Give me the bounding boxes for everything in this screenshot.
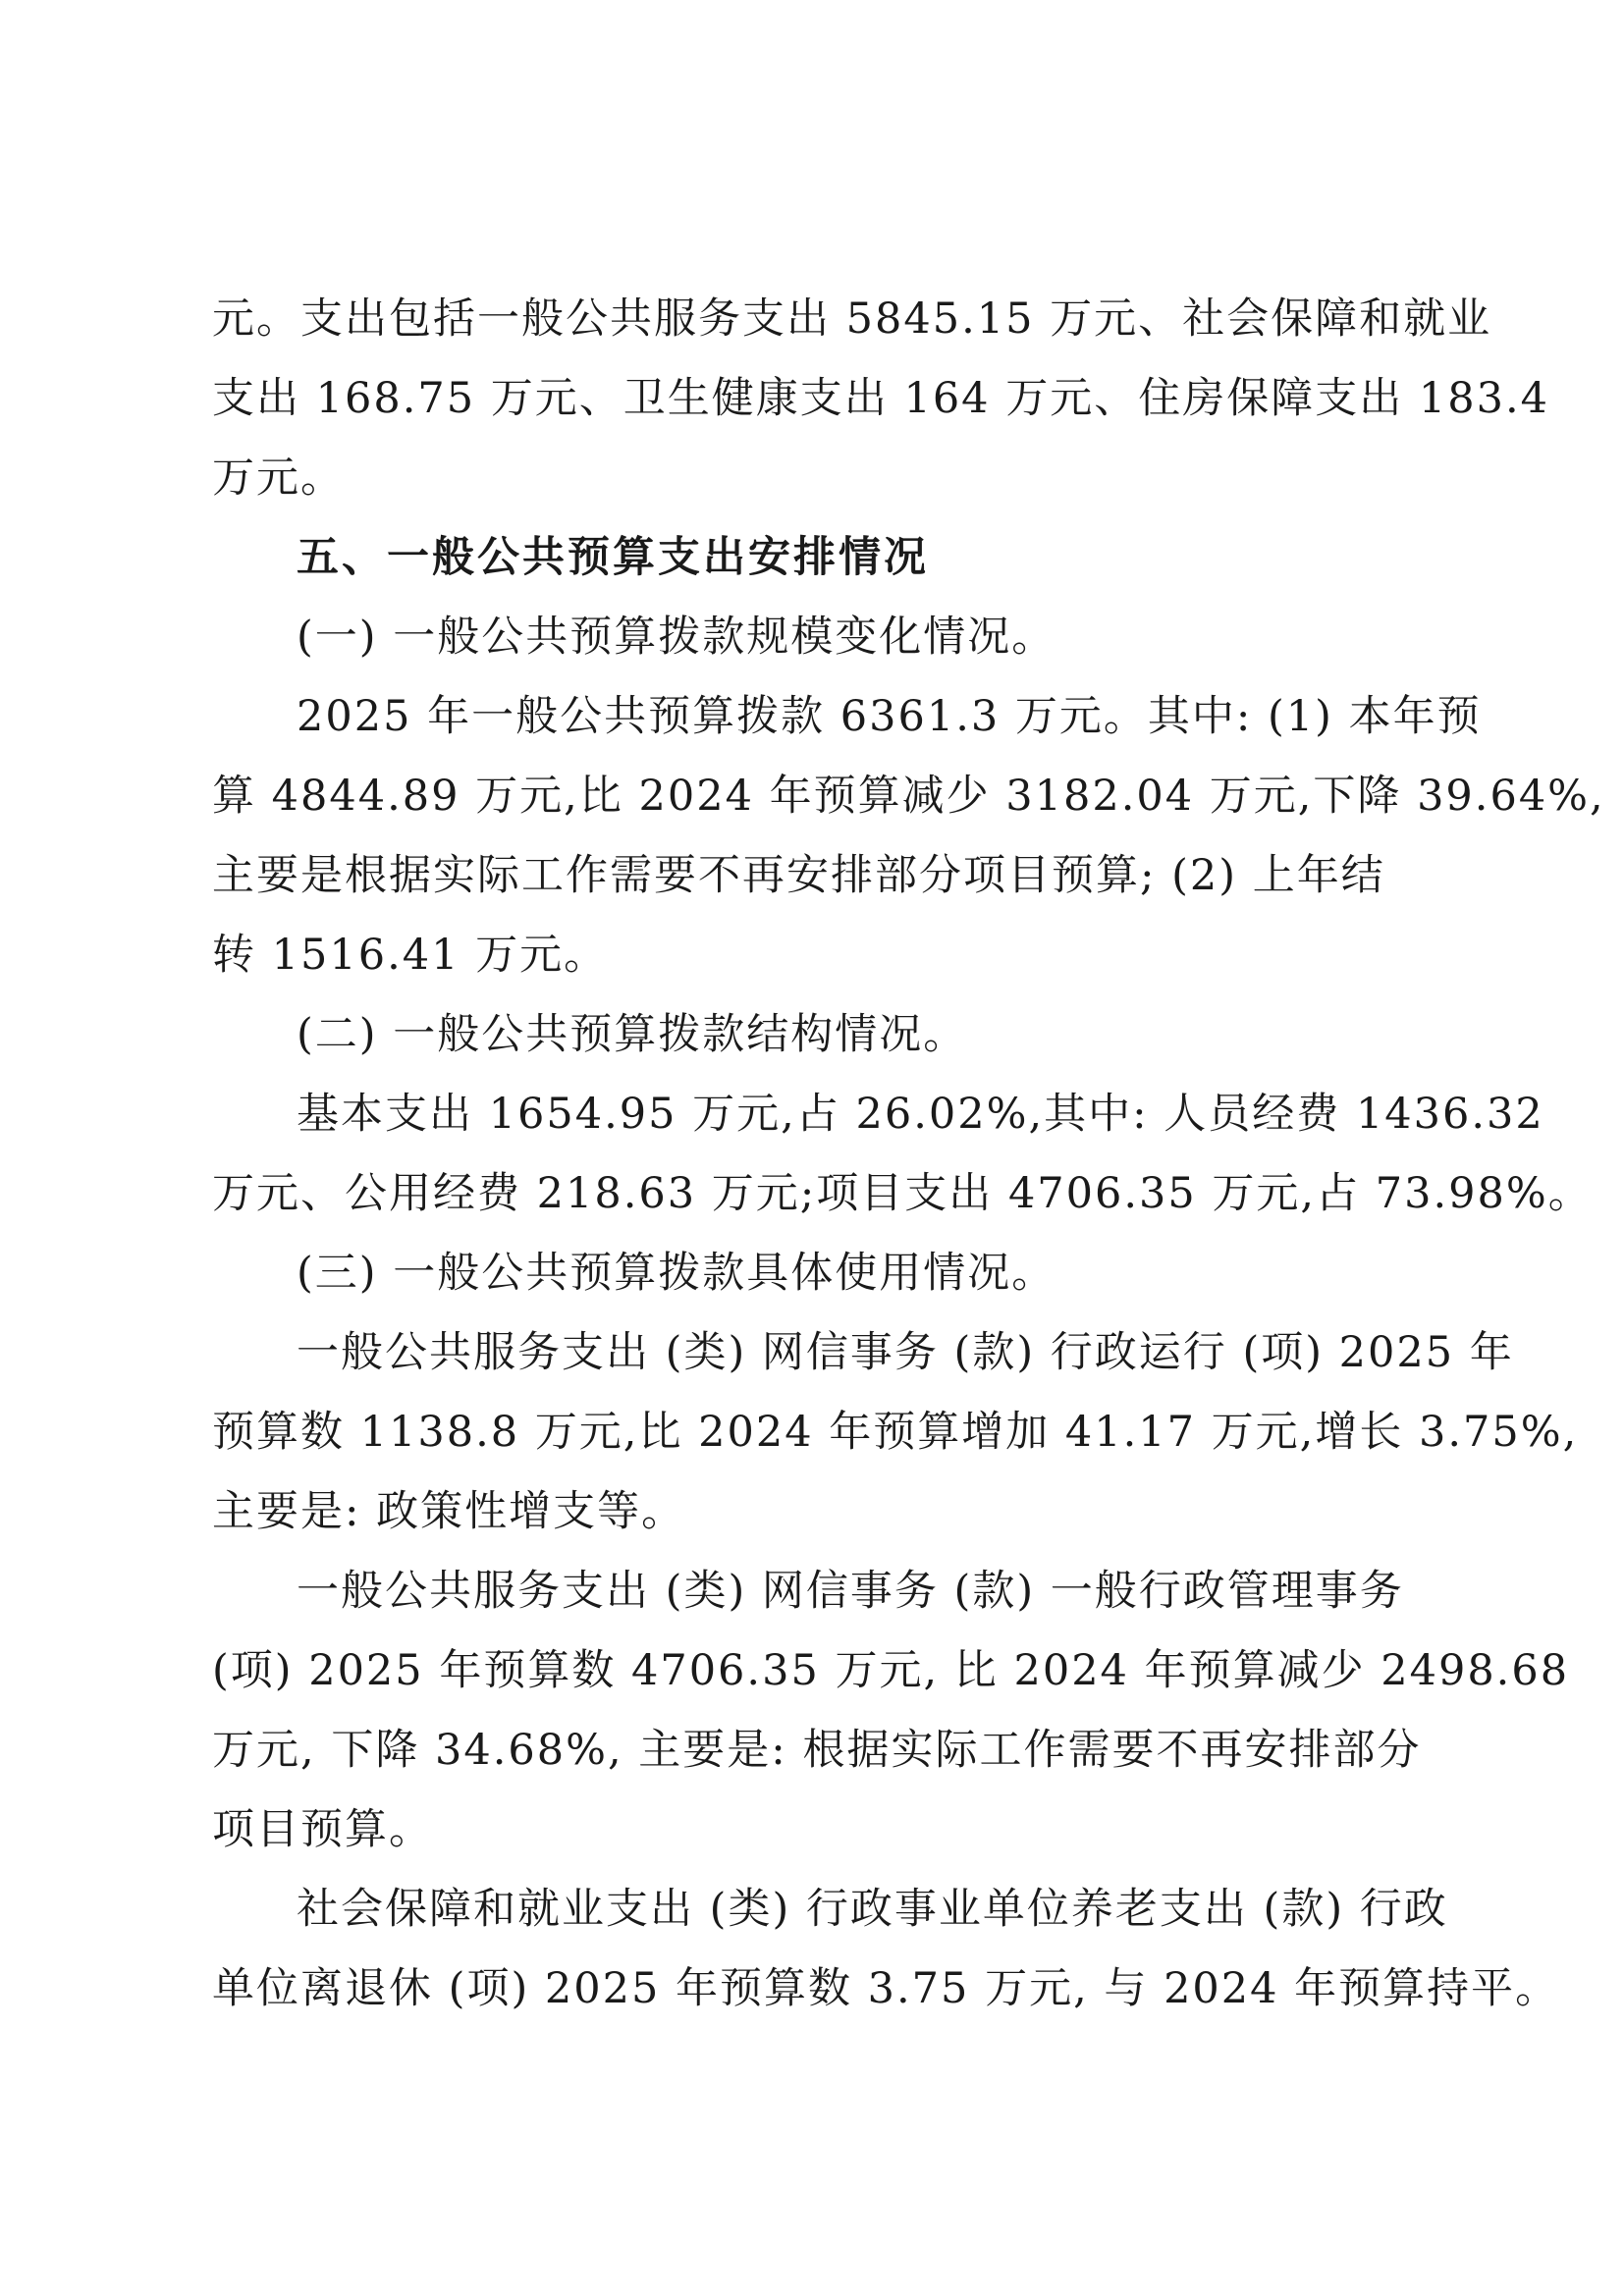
text-line: 支出 168.75 万元、卫生健康支出 164 万元、住房保障支出 183.4 [212, 374, 1549, 423]
text-line: 转 1516.41 万元。 [212, 931, 609, 980]
subheading-specific-use: (三) 一般公共预算拨款具体使用情况。 [297, 1249, 1056, 1298]
document-body [212, 280, 1605, 2029]
text-line: 预算数 1138.8 万元,比 2024 年预算增加 41.17 万元,增长 3.75%, [212, 1408, 1579, 1457]
text-line: 一般公共服务支出 (类) 网信事务 (款) 一般行政管理事务 [297, 1567, 1404, 1616]
text-line: 万元、公用经费 218.63 万元;项目支出 4706.35 万元,占 73.98%。 [212, 1169, 1593, 1218]
text-line: 万元, 下降 34.68%, 主要是: 根据实际工作需要不再安排部分 [212, 1726, 1422, 1775]
text-line: 主要是: 政策性增支等。 [212, 1487, 686, 1536]
text-line: 单位离退休 (项) 2025 年预算数 3.75 万元, 与 2024 年预算持平。 [212, 1964, 1560, 2013]
paragraph-structure [212, 1075, 1593, 1234]
paragraph-admin-operation [212, 1313, 1579, 1552]
paragraph-scale-change [212, 677, 1605, 995]
text-line: 基本支出 1654.95 万元,占 26.02%,其中: 人员经费 1436.32 [297, 1090, 1544, 1139]
text-line: 主要是根据实际工作需要不再安排部分项目预算; (2) 上年结 [212, 851, 1385, 900]
subheading-scale-change: (一) 一般公共预算拨款规模变化情况。 [297, 613, 1056, 662]
text-line: 社会保障和就业支出 (类) 行政事业单位养老支出 (款) 行政 [297, 1885, 1448, 1934]
text-line: 算 4844.89 万元,比 2024 年预算减少 3182.04 万元,下降 39.64%, [212, 772, 1605, 821]
paragraph-general-admin-affairs [212, 1552, 1570, 1870]
subheading-structure: (二) 一般公共预算拨款结构情况。 [297, 1010, 968, 1059]
text-line: (项) 2025 年预算数 4706.35 万元, 比 2024 年预算减少 2498.68 [212, 1646, 1570, 1695]
section-heading-five: 五、一般公共预算支出安排情况 [297, 533, 929, 582]
text-line: 2025 年一般公共预算拨款 6361.3 万元。其中: (1) 本年预 [297, 692, 1482, 741]
text-line: 元。支出包括一般公共服务支出 5845.15 万元、社会保障和就业 [212, 294, 1492, 344]
paragraph-retirement [212, 1870, 1560, 2029]
text-line: 项目预算。 [212, 1805, 433, 1854]
text-line: 万元。 [212, 454, 345, 503]
text-line: 一般公共服务支出 (类) 网信事务 (款) 行政运行 (项) 2025 年 [297, 1328, 1514, 1377]
paragraph-expenditure-summary [212, 280, 1549, 518]
